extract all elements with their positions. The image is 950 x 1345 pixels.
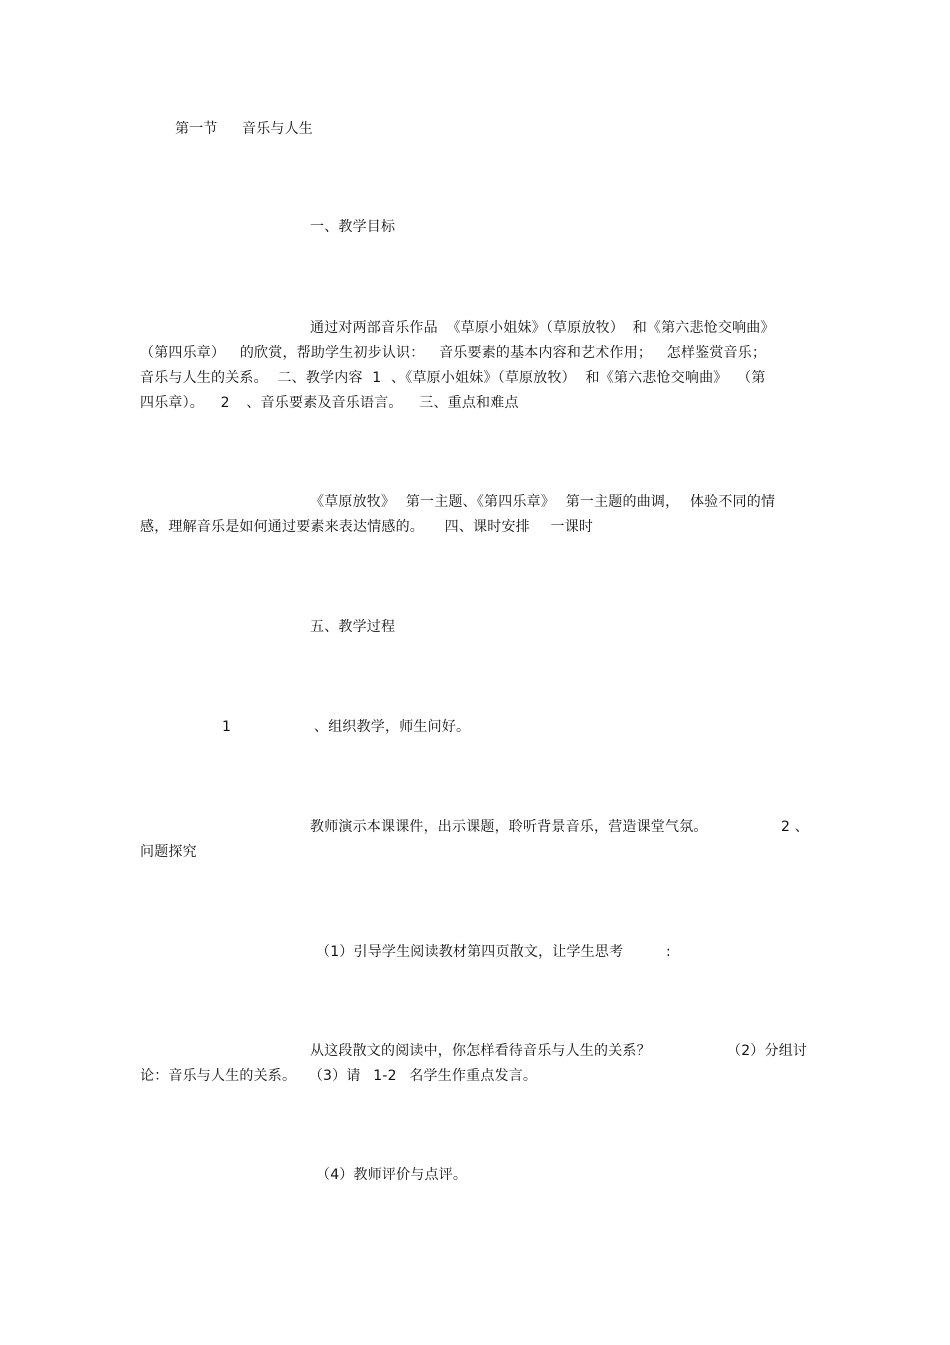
heading-teaching-process: 五、教学过程 bbox=[310, 619, 396, 635]
heading-teaching-objectives: 一、教学目标 bbox=[310, 219, 396, 235]
step-1-number: 1 bbox=[222, 719, 232, 735]
courseware-line-1-tail: 2 、 bbox=[781, 819, 809, 835]
section-number: 第一节 bbox=[175, 121, 218, 137]
objectives-line-3: 音乐与人生的关系。 二、教学内容 1 、《草原小姐妹》（草原放牧） 和《第六悲怆交响曲》 （第 bbox=[140, 370, 766, 386]
discussion-line-1: 从这段散文的阅读中，你怎样看待音乐与人生的关系？ bbox=[310, 1043, 651, 1059]
discussion-line-2: 论：音乐与人生的关系。 （3）请 1-2 名学生作重点发言。 bbox=[140, 1068, 538, 1084]
section-title: 音乐与人生 bbox=[242, 121, 313, 137]
objectives-line-1: 通过对两部音乐作品 《草原小姐妹》（草原放牧） 和《第六悲怆交响曲》 bbox=[310, 320, 775, 336]
keypoints-line-2: 感，理解音乐是如何通过要素来表达情感的。 四、课时安排 一课时 bbox=[140, 519, 594, 535]
courseware-line-1: 教师演示本课课件，出示课题，聆听背景音乐，营造课堂气氛。 bbox=[310, 819, 708, 835]
keypoints-line-1: 《草原放牧》 第一主题、《第四乐章》 第一主题的曲调， 体验不同的情 bbox=[310, 494, 776, 510]
step-1-text: 、组织教学，师生问好。 bbox=[314, 719, 471, 735]
question-4-text: （4）教师评价与点评。 bbox=[316, 1167, 468, 1183]
question-1-colon: : bbox=[666, 944, 671, 960]
objectives-line-4: 四乐章）。 2 、音乐要素及音乐语言。 三、重点和难点 bbox=[140, 395, 519, 411]
courseware-line-2: 问题探究 bbox=[140, 844, 197, 860]
discussion-line-1-tail: （2）分组讨 bbox=[727, 1043, 808, 1059]
question-1-text: （1）引导学生阅读教材第四页散文，让学生思考 bbox=[316, 944, 624, 960]
objectives-line-2: （第四乐章） 的欣赏，帮助学生初步认识： 音乐要素的基本内容和艺术作用； 怎样鉴赏音乐； bbox=[140, 345, 767, 361]
